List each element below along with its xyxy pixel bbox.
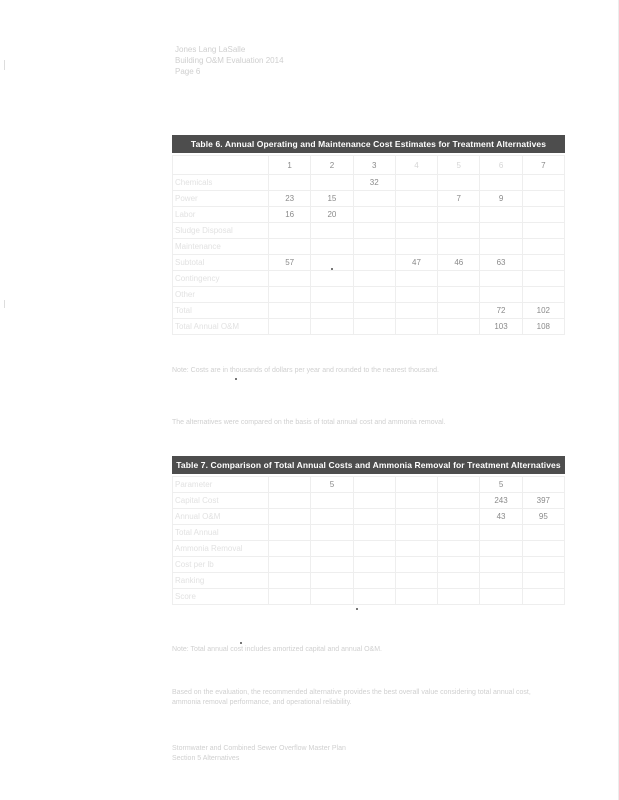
table6-row-label: Total Annual O&M: [173, 319, 269, 335]
table6-cell: [269, 271, 311, 287]
table6-cell: 57: [269, 255, 311, 271]
table6-col-head: 6: [480, 156, 522, 175]
table6-row: [173, 191, 565, 207]
table6-corner: [173, 156, 269, 175]
table6-row: [173, 207, 565, 223]
table6-cell: [311, 175, 353, 191]
header-line-2: Building O&M Evaluation 2014: [175, 56, 284, 65]
table6-col-head: 5: [438, 156, 480, 175]
table6-row-label: Labor: [173, 207, 269, 223]
page-footer: [172, 744, 346, 764]
table7-row-label: Ranking: [173, 573, 269, 589]
table6-row: [173, 303, 565, 319]
table7-row-label: Capital Cost: [173, 493, 269, 509]
table6-cell: [438, 319, 480, 335]
table6-row-label: Maintenance: [173, 239, 269, 255]
scan-speck: [356, 608, 358, 610]
table7-cell: [269, 509, 311, 525]
table7-cell: 397: [522, 493, 564, 509]
table6-cell: 20: [311, 207, 353, 223]
table6-cell: [269, 287, 311, 303]
table6-cell: [311, 223, 353, 239]
table6-cell: [480, 175, 522, 191]
table7-cell: [311, 589, 353, 605]
table7-cell: [353, 589, 395, 605]
table7-cell: [353, 509, 395, 525]
table7-row-label: Ammonia Removal: [173, 541, 269, 557]
table7-row: [173, 477, 565, 493]
table6-row: [173, 239, 565, 255]
table7-cell: [269, 573, 311, 589]
table7-cell: [438, 477, 480, 493]
header-line-3: Page 6: [175, 67, 201, 76]
table6-col-head: 4: [395, 156, 437, 175]
table6-cell: [353, 287, 395, 303]
table6-cell: [353, 255, 395, 271]
table7-cell: [395, 557, 437, 573]
table6-cell: [353, 271, 395, 287]
table7-cell: [269, 525, 311, 541]
page-header: [175, 44, 284, 77]
table7-cell: [438, 573, 480, 589]
table7-cell: [438, 589, 480, 605]
scan-mark: [4, 300, 5, 308]
table7-cell: [353, 525, 395, 541]
table6-cell: [353, 207, 395, 223]
table6-cell: [395, 223, 437, 239]
scan-speck: [235, 378, 237, 380]
table7-cell: [480, 573, 522, 589]
table7-row: [173, 573, 565, 589]
table6-cell: [438, 175, 480, 191]
table6-grid: [172, 155, 565, 335]
table6-cell: [269, 303, 311, 319]
table6-cell: [311, 287, 353, 303]
mid-paragraph: The alternatives were compared on the basis of total annual cost and ammonia removal.: [172, 419, 446, 426]
table6-col-head: 2: [311, 156, 353, 175]
table6-row-label: Contingency: [173, 271, 269, 287]
table6-cell: [395, 271, 437, 287]
table6-cell: 102: [522, 303, 564, 319]
table6-cell: [395, 239, 437, 255]
table6-cell: 103: [480, 319, 522, 335]
table7-cell: [353, 573, 395, 589]
table7-cell: 5: [480, 477, 522, 493]
table6-row: [173, 287, 565, 303]
body-paragraph: Based on the evaluation, the recommended alternative provides the best overall value considering total annual cost, ammonia removal performance, and operational reliability.: [172, 689, 531, 706]
scan-mark: [4, 60, 5, 70]
table6-row: [173, 271, 565, 287]
table7-cell: 5: [311, 477, 353, 493]
table6-cell: [395, 319, 437, 335]
table7-cell: [311, 541, 353, 557]
table7-cell: [480, 541, 522, 557]
table6-cell: [311, 239, 353, 255]
table7-row: [173, 557, 565, 573]
table7-cell: [353, 541, 395, 557]
table6-cell: [269, 319, 311, 335]
table6-cell: [269, 223, 311, 239]
table6-row-label: Subtotal: [173, 255, 269, 271]
table7-cell: [311, 573, 353, 589]
table7-grid: [172, 476, 565, 605]
table6-cell: [353, 239, 395, 255]
table6-cell: [438, 287, 480, 303]
table6-row-label: Sludge Disposal: [173, 223, 269, 239]
table6-cell: [395, 191, 437, 207]
table7-cell: [522, 541, 564, 557]
table6-cell: [522, 175, 564, 191]
table7-note: Note: Total annual cost includes amortized capital and annual O&M.: [172, 646, 382, 653]
table6-cell: 23: [269, 191, 311, 207]
footer-line-2: Section 5 Alternatives: [172, 755, 240, 762]
table7-title: Table 7. Comparison of Total Annual Costs and Ammonia Removal for Treatment Alternatives: [172, 456, 565, 474]
table7-cell: [269, 477, 311, 493]
table7-cell: [269, 589, 311, 605]
table6-row: [173, 255, 565, 271]
table6-cell: [311, 271, 353, 287]
table6-col-head: 1: [269, 156, 311, 175]
table7-cell: 243: [480, 493, 522, 509]
table7-cell: [269, 541, 311, 557]
table7-cell: [395, 573, 437, 589]
table6-cell: [311, 303, 353, 319]
table6-cell: [480, 239, 522, 255]
table7-cell: [353, 557, 395, 573]
table7-cell: [311, 557, 353, 573]
table7-cell: [522, 573, 564, 589]
table7-cell: [438, 557, 480, 573]
table7-cell: [480, 525, 522, 541]
table6-cell: [269, 175, 311, 191]
table6-cell: [438, 271, 480, 287]
table6-cell: [480, 271, 522, 287]
table6-cell: [311, 319, 353, 335]
table6-cell: [353, 223, 395, 239]
table6-cell: [395, 175, 437, 191]
table7-cell: 43: [480, 509, 522, 525]
footer-line-1: Stormwater and Combined Sewer Overflow Master Plan: [172, 745, 346, 752]
table6-cell: [395, 207, 437, 223]
table6-row: [173, 223, 565, 239]
table6-cell: 63: [480, 255, 522, 271]
table7-cell: [311, 509, 353, 525]
table7-cell: [522, 477, 564, 493]
table6-note: Note: Costs are in thousands of dollars per year and rounded to the nearest thousand.: [172, 367, 439, 374]
table6-cell: [269, 239, 311, 255]
table6-cell: [522, 207, 564, 223]
table6-cell: [438, 303, 480, 319]
table7-cell: [438, 525, 480, 541]
table7-cell: [438, 541, 480, 557]
table6-cell: 46: [438, 255, 480, 271]
table7-row-label: Parameter: [173, 477, 269, 493]
scan-speck: [240, 642, 242, 644]
scan-speck: [331, 268, 333, 270]
table6-cell: [522, 271, 564, 287]
table6-cell: [438, 207, 480, 223]
table7-cell: [522, 557, 564, 573]
table6-cell: 47: [395, 255, 437, 271]
table6-cell: [395, 287, 437, 303]
table7-row: [173, 509, 565, 525]
table6-cell: [480, 287, 522, 303]
table6-cell: [395, 303, 437, 319]
table7-row-label: Annual O&M: [173, 509, 269, 525]
table6-cell: 9: [480, 191, 522, 207]
table6-header-row: [173, 156, 565, 175]
table6-cell: 72: [480, 303, 522, 319]
table6-row-label: Total: [173, 303, 269, 319]
table6-cell: [522, 191, 564, 207]
table6-cell: [522, 287, 564, 303]
table7-row: [173, 525, 565, 541]
table7-cell: 95: [522, 509, 564, 525]
table7-cell: [522, 525, 564, 541]
table7-cell: [353, 477, 395, 493]
table6-cell: [522, 239, 564, 255]
table6-cell: 32: [353, 175, 395, 191]
table6-row: [173, 319, 565, 335]
table6-cell: [353, 303, 395, 319]
table7-cell: [311, 493, 353, 509]
table6-cell: [522, 255, 564, 271]
table7-cell: [395, 493, 437, 509]
header-line-1: Jones Lang LaSalle: [175, 45, 246, 54]
table7-row: [173, 493, 565, 509]
table7-row: [173, 589, 565, 605]
table6-row: [173, 175, 565, 191]
table7-cell: [269, 493, 311, 509]
table7-row-label: Total Annual: [173, 525, 269, 541]
table6-col-head: 3: [353, 156, 395, 175]
table7-cell: [480, 557, 522, 573]
table6-cell: [353, 319, 395, 335]
table6-row-label: Chemicals: [173, 175, 269, 191]
table6-cell: 16: [269, 207, 311, 223]
table7-cell: [353, 493, 395, 509]
table6-cell: 15: [311, 191, 353, 207]
table6-cell: 108: [522, 319, 564, 335]
table6-cell: 7: [438, 191, 480, 207]
table7-cell: [395, 509, 437, 525]
table6-cell: [480, 223, 522, 239]
table7-cell: [438, 493, 480, 509]
table7-cell: [395, 525, 437, 541]
table7-row-label: Cost per lb: [173, 557, 269, 573]
table7-cell: [395, 477, 437, 493]
table7-row-label: Score: [173, 589, 269, 605]
table6-cell: [522, 223, 564, 239]
table7-cell: [269, 557, 311, 573]
table7-cell: [311, 525, 353, 541]
table7-cell: [395, 541, 437, 557]
table7-cell: [438, 509, 480, 525]
table6-cell: [353, 191, 395, 207]
table7-cell: [395, 589, 437, 605]
table6-title: Table 6. Annual Operating and Maintenance Cost Estimates for Treatment Alternatives: [172, 135, 565, 153]
table7-cell: [480, 589, 522, 605]
table7-cell: [522, 589, 564, 605]
table6-cell: [438, 239, 480, 255]
table6-cell: [438, 223, 480, 239]
table6-col-head: 7: [522, 156, 564, 175]
table6-row-label: Power: [173, 191, 269, 207]
table7-row: [173, 541, 565, 557]
table6-cell: [480, 207, 522, 223]
table6-row-label: Other: [173, 287, 269, 303]
